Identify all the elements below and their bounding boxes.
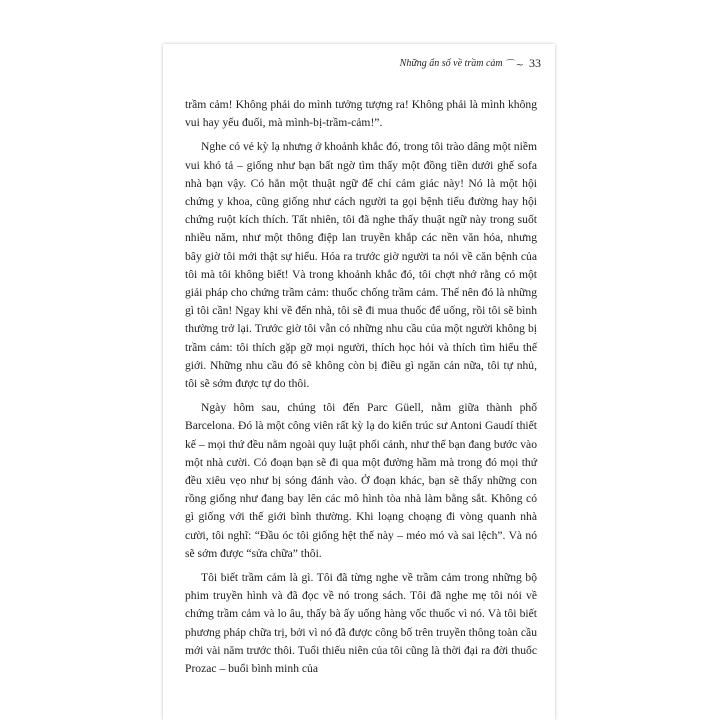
paragraph: Ngày hôm sau, chúng tôi đến Parc Güell, nằm giữa thành phố Barcelona. Đó là một công viên rất kỳ lạ do kiến trúc sư Antoni Gaudí thiết kế – mọi thứ đều nằm ngoài quy luật phối cảnh, như thể bạn đang bước vào một nhà cười. Có đoạn bạn sẽ đi qua một đường hầm mà trong đó mọi thứ đều xiêu vẹo như bị sóng đánh vào. Ở đoạn khác, bạn sẽ thấy những con rồng giống như đang bay lên các mô hình tòa nhà làm bằng sắt. Không có gì giống với thế giới bình thường. Khi loạng choạng đi vòng quanh nhà cười, tôi nghĩ: “Đầu óc tôi giống hệt thế này – méo mó và sai lệch”. Và nó sẽ sớm được “sửa chữa” thôi. bbox=[185, 401, 537, 560]
paragraph: Tôi biết trầm cảm là gì. Tôi đã từng nghe về trầm cảm trong những bộ phim truyền hình và đã đọc về nó trong sách. Tôi đã nghe mẹ tôi nói về chứng trầm cảm và lo âu, thấy bà ấy uống hàng vốc thuốc vì nó. Và tôi biết phương pháp chữa trị, bởi vì nó đã được công bố trên truyền thông toàn cầu mới vài năm trước thôi. Tuổi thiếu niên của tôi cũng là thời đại ra đời thuốc Prozac – buổi bình minh của bbox=[185, 571, 537, 676]
paragraph: trầm cảm! Không phải do mình tưởng tượng ra! Không phải là mình không vui hay yếu đuối, mà mình-bị-trầm-cảm!”. bbox=[185, 98, 537, 130]
running-title: Những ẩn số về trầm cảm bbox=[399, 58, 503, 69]
ornament-icon: ⌒~ bbox=[505, 60, 524, 71]
paragraph: Nghe có vẻ kỳ lạ nhưng ở khoảnh khắc đó, trong tôi trào dâng một niềm vui khó tả – giống như bạn bất ngờ tìm thấy một đồng tiền dưới ghế sofa nhà bạn vậy. Có hẳn một thuật ngữ để chỉ cảm giác này! Nó là một hội chứng y khoa, cũng giống như cách người ta gọi bệnh tiểu đường hay hội chứng ruột kích thích. Tất nhiên, tôi đã nghe thấy thuật ngữ này trong suốt nhiều năm, như một thông điệp lan truyền khắp các nền văn hóa, nhưng bây giờ tôi mới thật sự hiểu. Hóa ra trước giờ người ta nói về căn bệnh của tôi mà tôi không biết! Và trong khoảnh khắc đó, tôi chợt nhớ rằng có một giải pháp cho chứng trầm cảm: thuốc chống trầm cảm. Thế nên đó là những gì tôi cần! Ngay khi về đến nhà, tôi sẽ đi mua thuốc để uống, rồi tôi sẽ bình thường trở lại. Trước giờ tôi vẫn có những nhu cầu của một người không bị trầm cảm: tôi thích gặp gỡ mọi người, thích học hỏi và thích tìm hiểu thế giới. Những nhu cầu đó sẽ không còn bị điều gì ngăn cản nữa, tôi tự nhủ, tôi sẽ sớm được tự do thôi. bbox=[185, 140, 537, 391]
page-body bbox=[185, 96, 537, 684]
page-number: 33 bbox=[529, 56, 541, 70]
book-page bbox=[163, 44, 555, 720]
running-header bbox=[400, 56, 541, 71]
